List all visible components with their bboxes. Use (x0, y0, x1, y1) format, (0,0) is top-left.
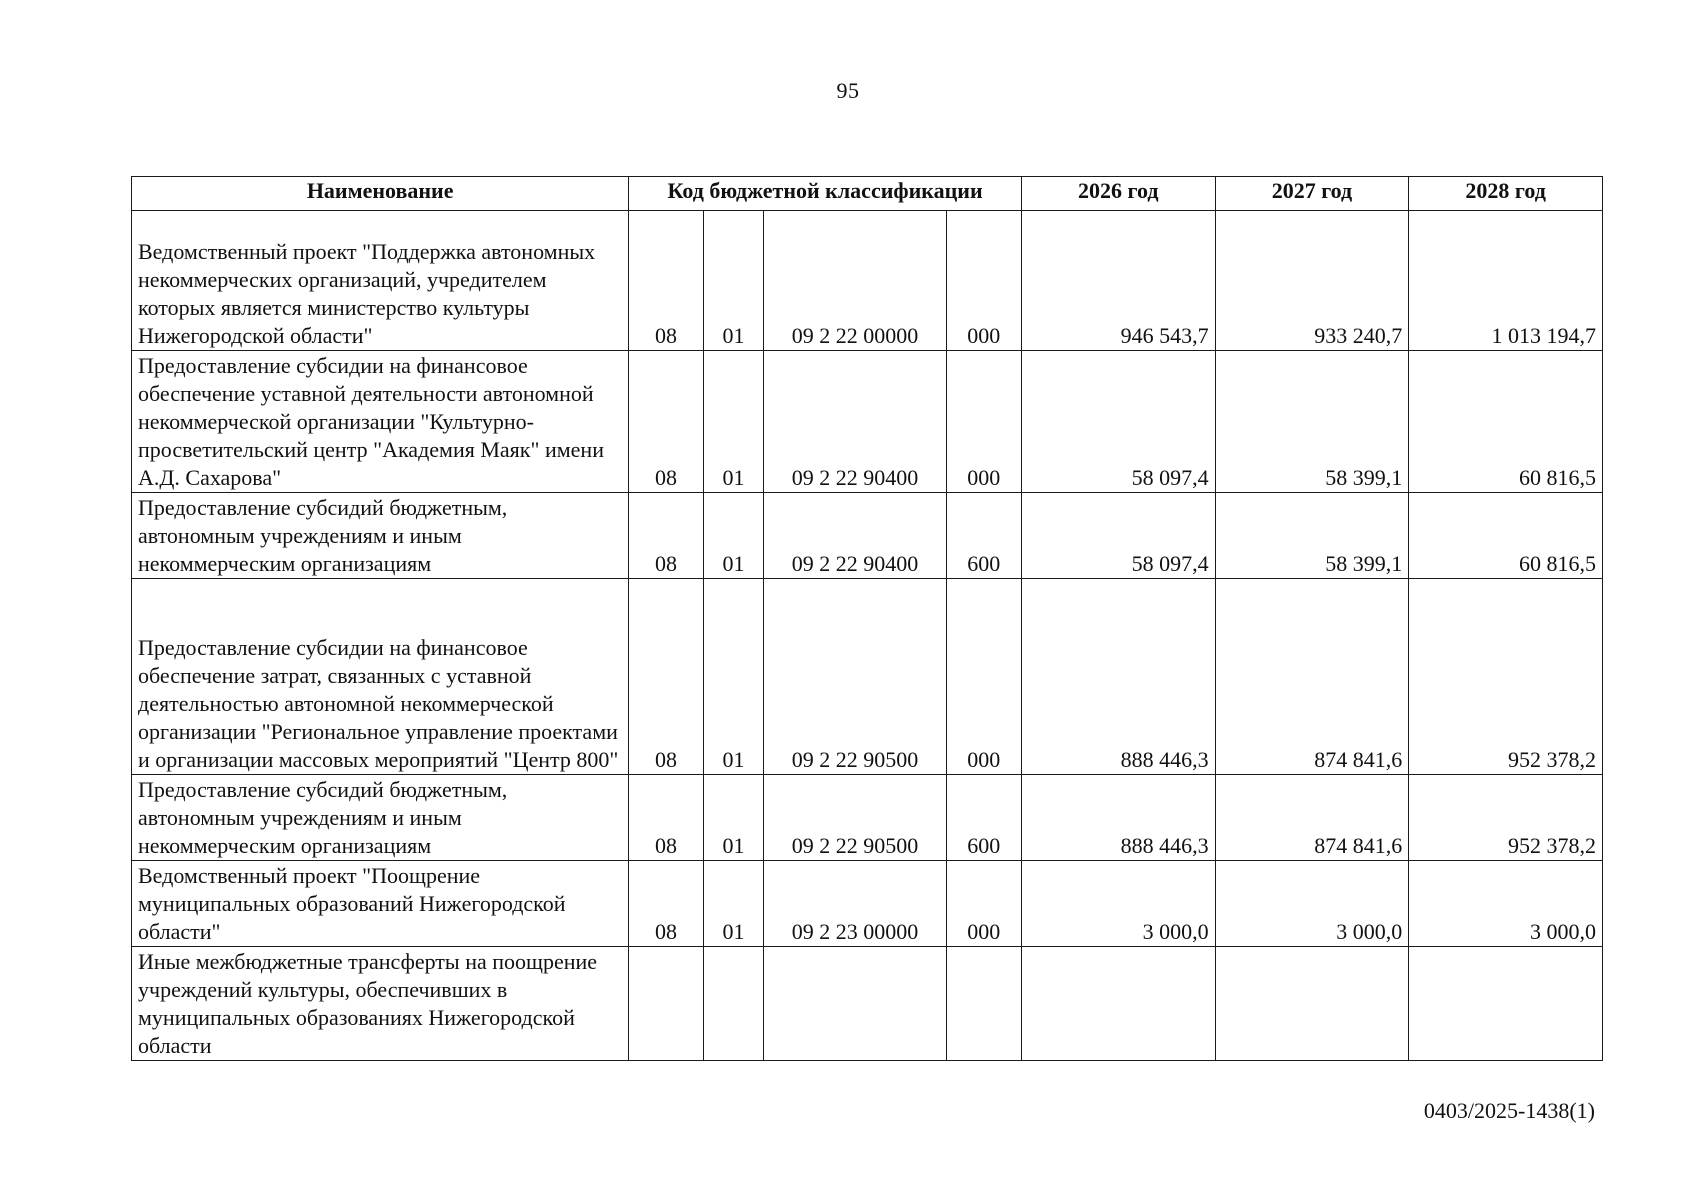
table-header-row (132, 177, 1603, 211)
row-section-code: 08 (629, 211, 703, 351)
document-registration-code: 0403/2025-1438(1) (1423, 1098, 1595, 1123)
row-section-code (629, 947, 703, 1061)
header-2027: 2027 год (1215, 177, 1409, 211)
row-section-code: 08 (629, 775, 703, 861)
row-subsection-code: 01 (703, 351, 764, 493)
row-name: Ведомственный проект "Поощрение муниципальных образований Нижегородской области" (132, 861, 629, 947)
row-target-article-code: 09 2 22 90500 (764, 579, 946, 775)
row-subsection-code: 01 (703, 579, 764, 775)
row-subsection-code: 01 (703, 775, 764, 861)
row-value-2028 (1409, 947, 1603, 1061)
row-section-code: 08 (629, 351, 703, 493)
row-section-code: 08 (629, 579, 703, 775)
row-subsection-code: 01 (703, 861, 764, 947)
row-expense-type-code: 000 (946, 579, 1021, 775)
row-value-2026: 3 000,0 (1021, 861, 1215, 947)
row-subsection-code (703, 947, 764, 1061)
row-expense-type-code: 000 (946, 211, 1021, 351)
table-row (132, 351, 1603, 493)
row-value-2028: 1 013 194,7 (1409, 211, 1603, 351)
row-value-2026: 58 097,4 (1021, 351, 1215, 493)
row-name: Иные межбюджетные трансферты на поощрение учреждений культуры, обеспечивших в муниципальных образованиях Нижегородской области (132, 947, 629, 1061)
row-name: Предоставление субсидии на финансовое обеспечение уставной деятельности автономной некоммерческой организации "Культурно-просветительский центр "Академия Маяк" имени А.Д. Сахарова" (132, 351, 629, 493)
row-target-article-code: 09 2 22 90500 (764, 775, 946, 861)
row-target-article-code: 09 2 22 90400 (764, 351, 946, 493)
row-value-2028: 952 378,2 (1409, 579, 1603, 775)
row-expense-type-code: 000 (946, 861, 1021, 947)
row-value-2026 (1021, 947, 1215, 1061)
row-value-2026: 888 446,3 (1021, 775, 1215, 861)
row-expense-type-code (946, 947, 1021, 1061)
page-number: 95 (836, 78, 860, 103)
row-subsection-code: 01 (703, 211, 764, 351)
row-value-2027: 3 000,0 (1215, 861, 1409, 947)
row-target-article-code: 09 2 22 00000 (764, 211, 946, 351)
table-row (132, 579, 1603, 775)
row-target-article-code: 09 2 23 00000 (764, 861, 946, 947)
row-expense-type-code: 000 (946, 351, 1021, 493)
table-row (132, 493, 1603, 579)
row-value-2027: 874 841,6 (1215, 775, 1409, 861)
row-name: Предоставление субсидий бюджетным, автономным учреждениям и иным некоммерческим организациям (132, 775, 629, 861)
budget-table (131, 176, 1603, 1061)
header-2028: 2028 год (1409, 177, 1603, 211)
row-name: Предоставление субсидии на финансовое обеспечение затрат, связанных с уставной деятельностью автономной некоммерческой организации "Региональное управление проектами и организации массовых мероприятий "Центр 800" (132, 579, 629, 775)
row-value-2028: 952 378,2 (1409, 775, 1603, 861)
row-expense-type-code: 600 (946, 775, 1021, 861)
header-code: Код бюджетной классификации (629, 177, 1022, 211)
table-row (132, 947, 1603, 1061)
header-name: Наименование (132, 177, 629, 211)
table-row (132, 861, 1603, 947)
row-section-code: 08 (629, 493, 703, 579)
row-value-2028: 60 816,5 (1409, 351, 1603, 493)
row-value-2028: 60 816,5 (1409, 493, 1603, 579)
row-target-article-code (764, 947, 946, 1061)
row-name: Предоставление субсидий бюджетным, автономным учреждениям и иным некоммерческим организациям (132, 493, 629, 579)
row-value-2026: 946 543,7 (1021, 211, 1215, 351)
row-target-article-code: 09 2 22 90400 (764, 493, 946, 579)
row-value-2026: 888 446,3 (1021, 579, 1215, 775)
row-name: Ведомственный проект "Поддержка автономных некоммерческих организаций, учредителем которых является министерство культуры Нижегородской области" (132, 211, 629, 351)
table-row (132, 211, 1603, 351)
row-value-2027: 58 399,1 (1215, 493, 1409, 579)
row-value-2027: 933 240,7 (1215, 211, 1409, 351)
row-value-2027: 58 399,1 (1215, 351, 1409, 493)
row-value-2026: 58 097,4 (1021, 493, 1215, 579)
row-section-code: 08 (629, 861, 703, 947)
table-row (132, 775, 1603, 861)
row-value-2027 (1215, 947, 1409, 1061)
row-value-2027: 874 841,6 (1215, 579, 1409, 775)
row-value-2028: 3 000,0 (1409, 861, 1603, 947)
header-2026: 2026 год (1021, 177, 1215, 211)
row-subsection-code: 01 (703, 493, 764, 579)
row-expense-type-code: 600 (946, 493, 1021, 579)
